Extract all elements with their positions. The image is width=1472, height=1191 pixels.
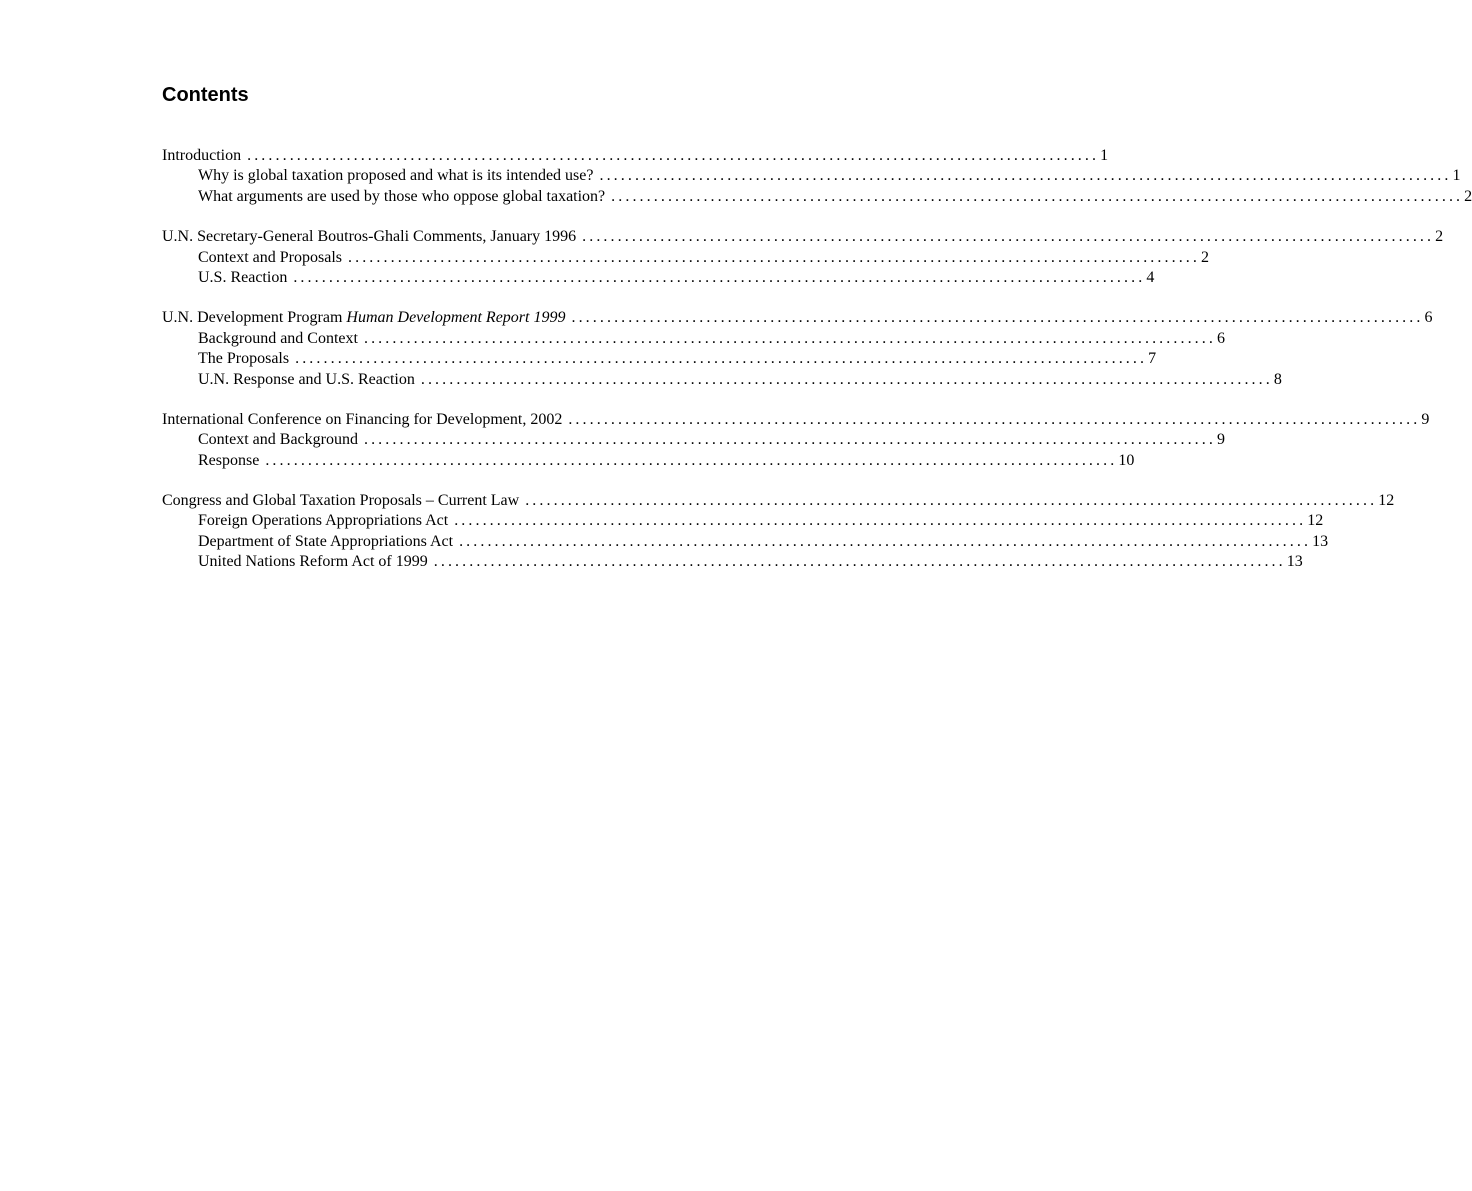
toc-entry-title: Introduction [162,147,242,164]
toc-entry[interactable] [162,146,1109,166]
report-title-italic: Human Development Report 1999 [346,309,566,327]
toc-page-number: 2 [1201,248,1209,266]
toc-entry[interactable] [162,308,1433,328]
dot-leader: ........................................................................................................................ [293,268,1146,286]
toc-subentry[interactable] [162,552,1303,572]
dot-leader: ........................................................................................................................ [247,147,1100,164]
toc-page-number: 13 [1312,532,1329,550]
toc-page-number: 6 [1216,329,1225,347]
dot-leader: ........................................................................................................................ [568,410,1421,428]
dot-leader: ........................................................................................................................ [363,329,1216,347]
toc-entry-title: Congress and Global Taxation Proposals – Current Law [162,492,520,510]
toc-subentry[interactable] [162,532,1329,552]
toc-subentry[interactable] [162,248,1209,268]
dot-leader: ........................................................................................................................ [582,228,1435,246]
toc-page-number: 1 [1100,147,1109,164]
dot-leader: ........................................................................................................................ [525,492,1378,510]
toc-page-number: 2 [1464,187,1472,205]
toc-subentry[interactable] [162,451,1135,471]
toc-page-number: 7 [1148,350,1157,368]
toc-subentry[interactable] [162,430,1225,450]
toc-entry-title: U.N. Secretary-General Boutros-Ghali Comments, January 1996 [162,228,577,246]
dot-leader: ........................................................................................................................ [571,309,1424,327]
toc-subentry[interactable] [162,187,1472,207]
toc-page-number: 2 [1435,228,1444,246]
toc-entry-title-prefix: U.N. Development Program [162,309,347,327]
table-of-contents [162,146,1472,593]
toc-entry-title: Foreign Operations Appropriations Act [198,512,449,530]
toc-page-number: 12 [1378,492,1395,510]
toc-page-number: 6 [1424,309,1433,327]
toc-entry-title: Context and Proposals [198,248,342,266]
toc-subentry[interactable] [162,329,1225,349]
dot-leader: ........................................................................................................................ [459,532,1312,550]
toc-subentry[interactable] [162,268,1155,288]
toc-entry-title: International Conference on Financing for Development, 2002 [162,410,563,428]
toc-section [162,308,1433,390]
toc-section [162,410,1430,471]
dot-leader: ........................................................................................................................ [599,167,1452,185]
toc-entry-title: U.N. Response and U.S. Reaction [198,370,415,388]
toc-entry-title: Response [198,451,260,469]
dot-leader: ........................................................................................................................ [295,350,1148,368]
toc-page-number: 8 [1273,370,1282,388]
toc-entry-title: U.S. Reaction [198,268,288,286]
toc-entry-title: Background and Context [198,329,358,347]
toc-subentry[interactable] [162,349,1157,369]
page-title: Contents [162,84,249,106]
toc-page-number: 1 [1452,167,1461,185]
toc-entry-title: Context and Background [198,431,358,449]
dot-leader: ........................................................................................................................ [363,431,1216,449]
toc-entry[interactable] [162,227,1444,247]
toc-entry[interactable] [162,410,1430,430]
toc-page-number: 9 [1216,431,1225,449]
toc-entry-title: The Proposals [198,350,290,368]
dot-leader: ........................................................................................................................ [454,512,1307,530]
toc-entry-title: Department of State Appropriations Act [198,532,454,550]
dot-leader: ........................................................................................................................ [265,451,1118,469]
toc-section [162,491,1395,573]
toc-subentry[interactable] [162,370,1282,390]
dot-leader: ........................................................................................................................ [420,370,1273,388]
toc-entry-title: Why is global taxation proposed and what is its intended use? [198,167,594,185]
toc-entry-title [162,308,571,328]
toc-page-number: 10 [1118,451,1135,469]
toc-page-number: 13 [1286,553,1303,571]
dot-leader: ........................................................................................................................ [433,553,1286,571]
toc-entry[interactable] [162,491,1395,511]
toc-page-number: 4 [1146,268,1155,286]
toc-entry-title: United Nations Reform Act of 1999 [198,553,428,571]
dot-leader: ........................................................................................................................ [348,248,1200,266]
dot-leader: ........................................................................................................................ [611,187,1464,205]
toc-section [162,146,1472,207]
toc-subentry[interactable] [162,511,1324,531]
toc-section [162,227,1444,288]
toc-page-number: 9 [1421,410,1430,428]
toc-page-number: 12 [1307,512,1324,530]
toc-entry-title: What arguments are used by those who oppose global taxation? [198,187,606,205]
toc-subentry[interactable] [162,166,1461,186]
